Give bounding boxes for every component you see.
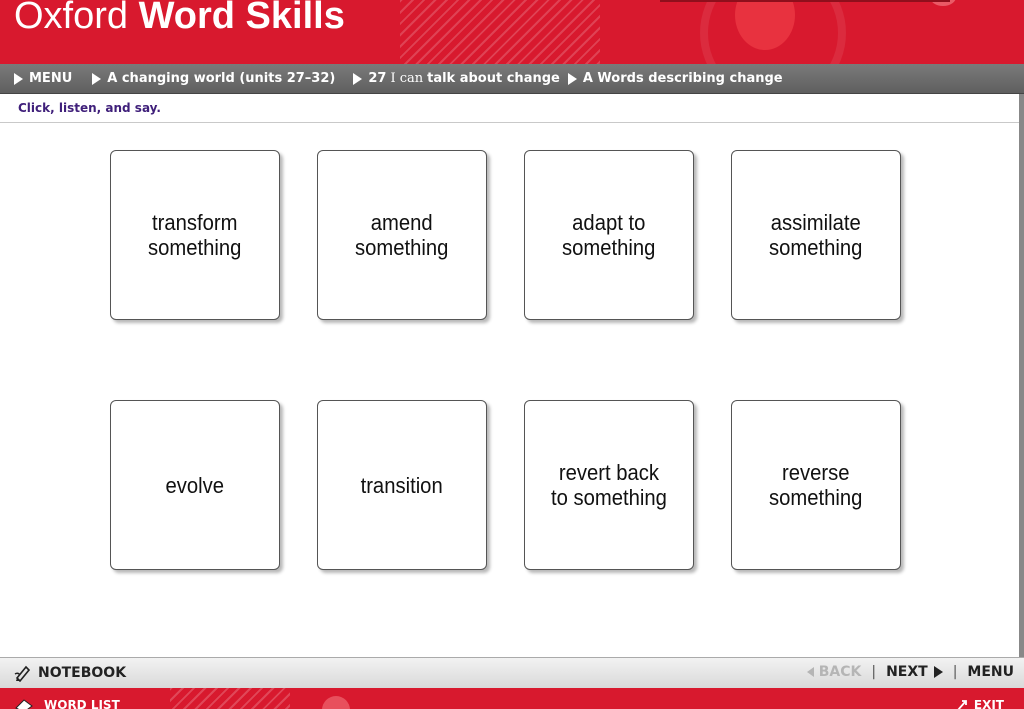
breadcrumb-lesson-title: talk about change	[427, 71, 560, 86]
breadcrumb-lesson[interactable]	[353, 71, 560, 86]
logo-light-text: Oxford	[14, 0, 139, 37]
triangle-left-icon	[807, 667, 814, 677]
breadcrumb-lesson-number: 27	[368, 71, 387, 86]
book-icon	[14, 698, 34, 709]
breadcrumb-menu[interactable]	[14, 71, 72, 86]
page-navigation	[807, 664, 1014, 680]
next-label: NEXT	[886, 664, 928, 680]
word-card[interactable]	[110, 400, 280, 570]
bottom-bar	[0, 688, 1024, 709]
footer-toolbar	[0, 657, 1024, 688]
triangle-right-icon	[353, 73, 362, 85]
word-card-label: transform something	[148, 210, 242, 260]
word-card[interactable]	[731, 400, 901, 570]
breadcrumb-unit-label: A changing world (units 27–32)	[107, 71, 336, 86]
word-card[interactable]	[731, 150, 901, 320]
menu-label: MENU	[967, 664, 1014, 680]
word-card[interactable]	[524, 400, 694, 570]
word-list-label: WORD LIST	[44, 698, 120, 709]
exit-label: EXIT	[973, 698, 1004, 709]
word-card-label: assimilate something	[769, 210, 863, 260]
word-list-button[interactable]	[14, 698, 120, 709]
app-logo	[14, 0, 345, 44]
back-label: BACK	[818, 664, 862, 680]
word-card[interactable]	[524, 150, 694, 320]
app-header	[0, 0, 1024, 64]
exit-button[interactable]	[956, 698, 1004, 709]
exit-icon	[956, 699, 970, 709]
scrollbar[interactable]	[1019, 94, 1024, 657]
breadcrumb	[0, 64, 1024, 94]
next-button[interactable]	[886, 664, 943, 680]
word-card[interactable]	[110, 150, 280, 320]
header-top-bar	[660, 0, 950, 2]
triangle-right-icon	[568, 73, 577, 85]
word-card-label: adapt to something	[562, 210, 656, 260]
bottom-stripes	[170, 688, 290, 709]
word-card-label: reverse something	[769, 460, 863, 510]
word-card[interactable]	[317, 150, 487, 320]
breadcrumb-unit[interactable]	[92, 71, 335, 86]
triangle-right-icon	[14, 73, 23, 85]
word-card-label: revert back to something	[551, 460, 667, 510]
header-stripes	[400, 0, 600, 64]
divider	[0, 122, 1019, 123]
nav-separator: |	[952, 664, 958, 680]
breadcrumb-menu-label: MENU	[29, 71, 73, 86]
word-card-label: amend something	[355, 210, 449, 260]
breadcrumb-section-label: A Words describing change	[582, 71, 783, 86]
triangle-right-icon	[934, 666, 943, 678]
header-circle	[700, 0, 846, 64]
triangle-right-icon	[92, 73, 101, 85]
word-card-label: evolve	[165, 472, 225, 498]
instruction-text: Click, listen, and say.	[18, 101, 161, 115]
logo-bold-text: Word Skills	[138, 0, 345, 37]
breadcrumb-lesson-prefix: I can	[390, 71, 424, 86]
notebook-button[interactable]	[14, 664, 126, 682]
back-button[interactable]	[807, 664, 862, 680]
pencil-icon	[14, 664, 32, 682]
bottom-circle	[322, 696, 350, 709]
word-card[interactable]	[317, 400, 487, 570]
menu-button[interactable]	[967, 664, 1014, 680]
breadcrumb-section[interactable]	[568, 71, 783, 86]
nav-separator: |	[871, 664, 877, 680]
word-card-label: transition	[360, 472, 444, 498]
notebook-label: NOTEBOOK	[38, 665, 127, 681]
